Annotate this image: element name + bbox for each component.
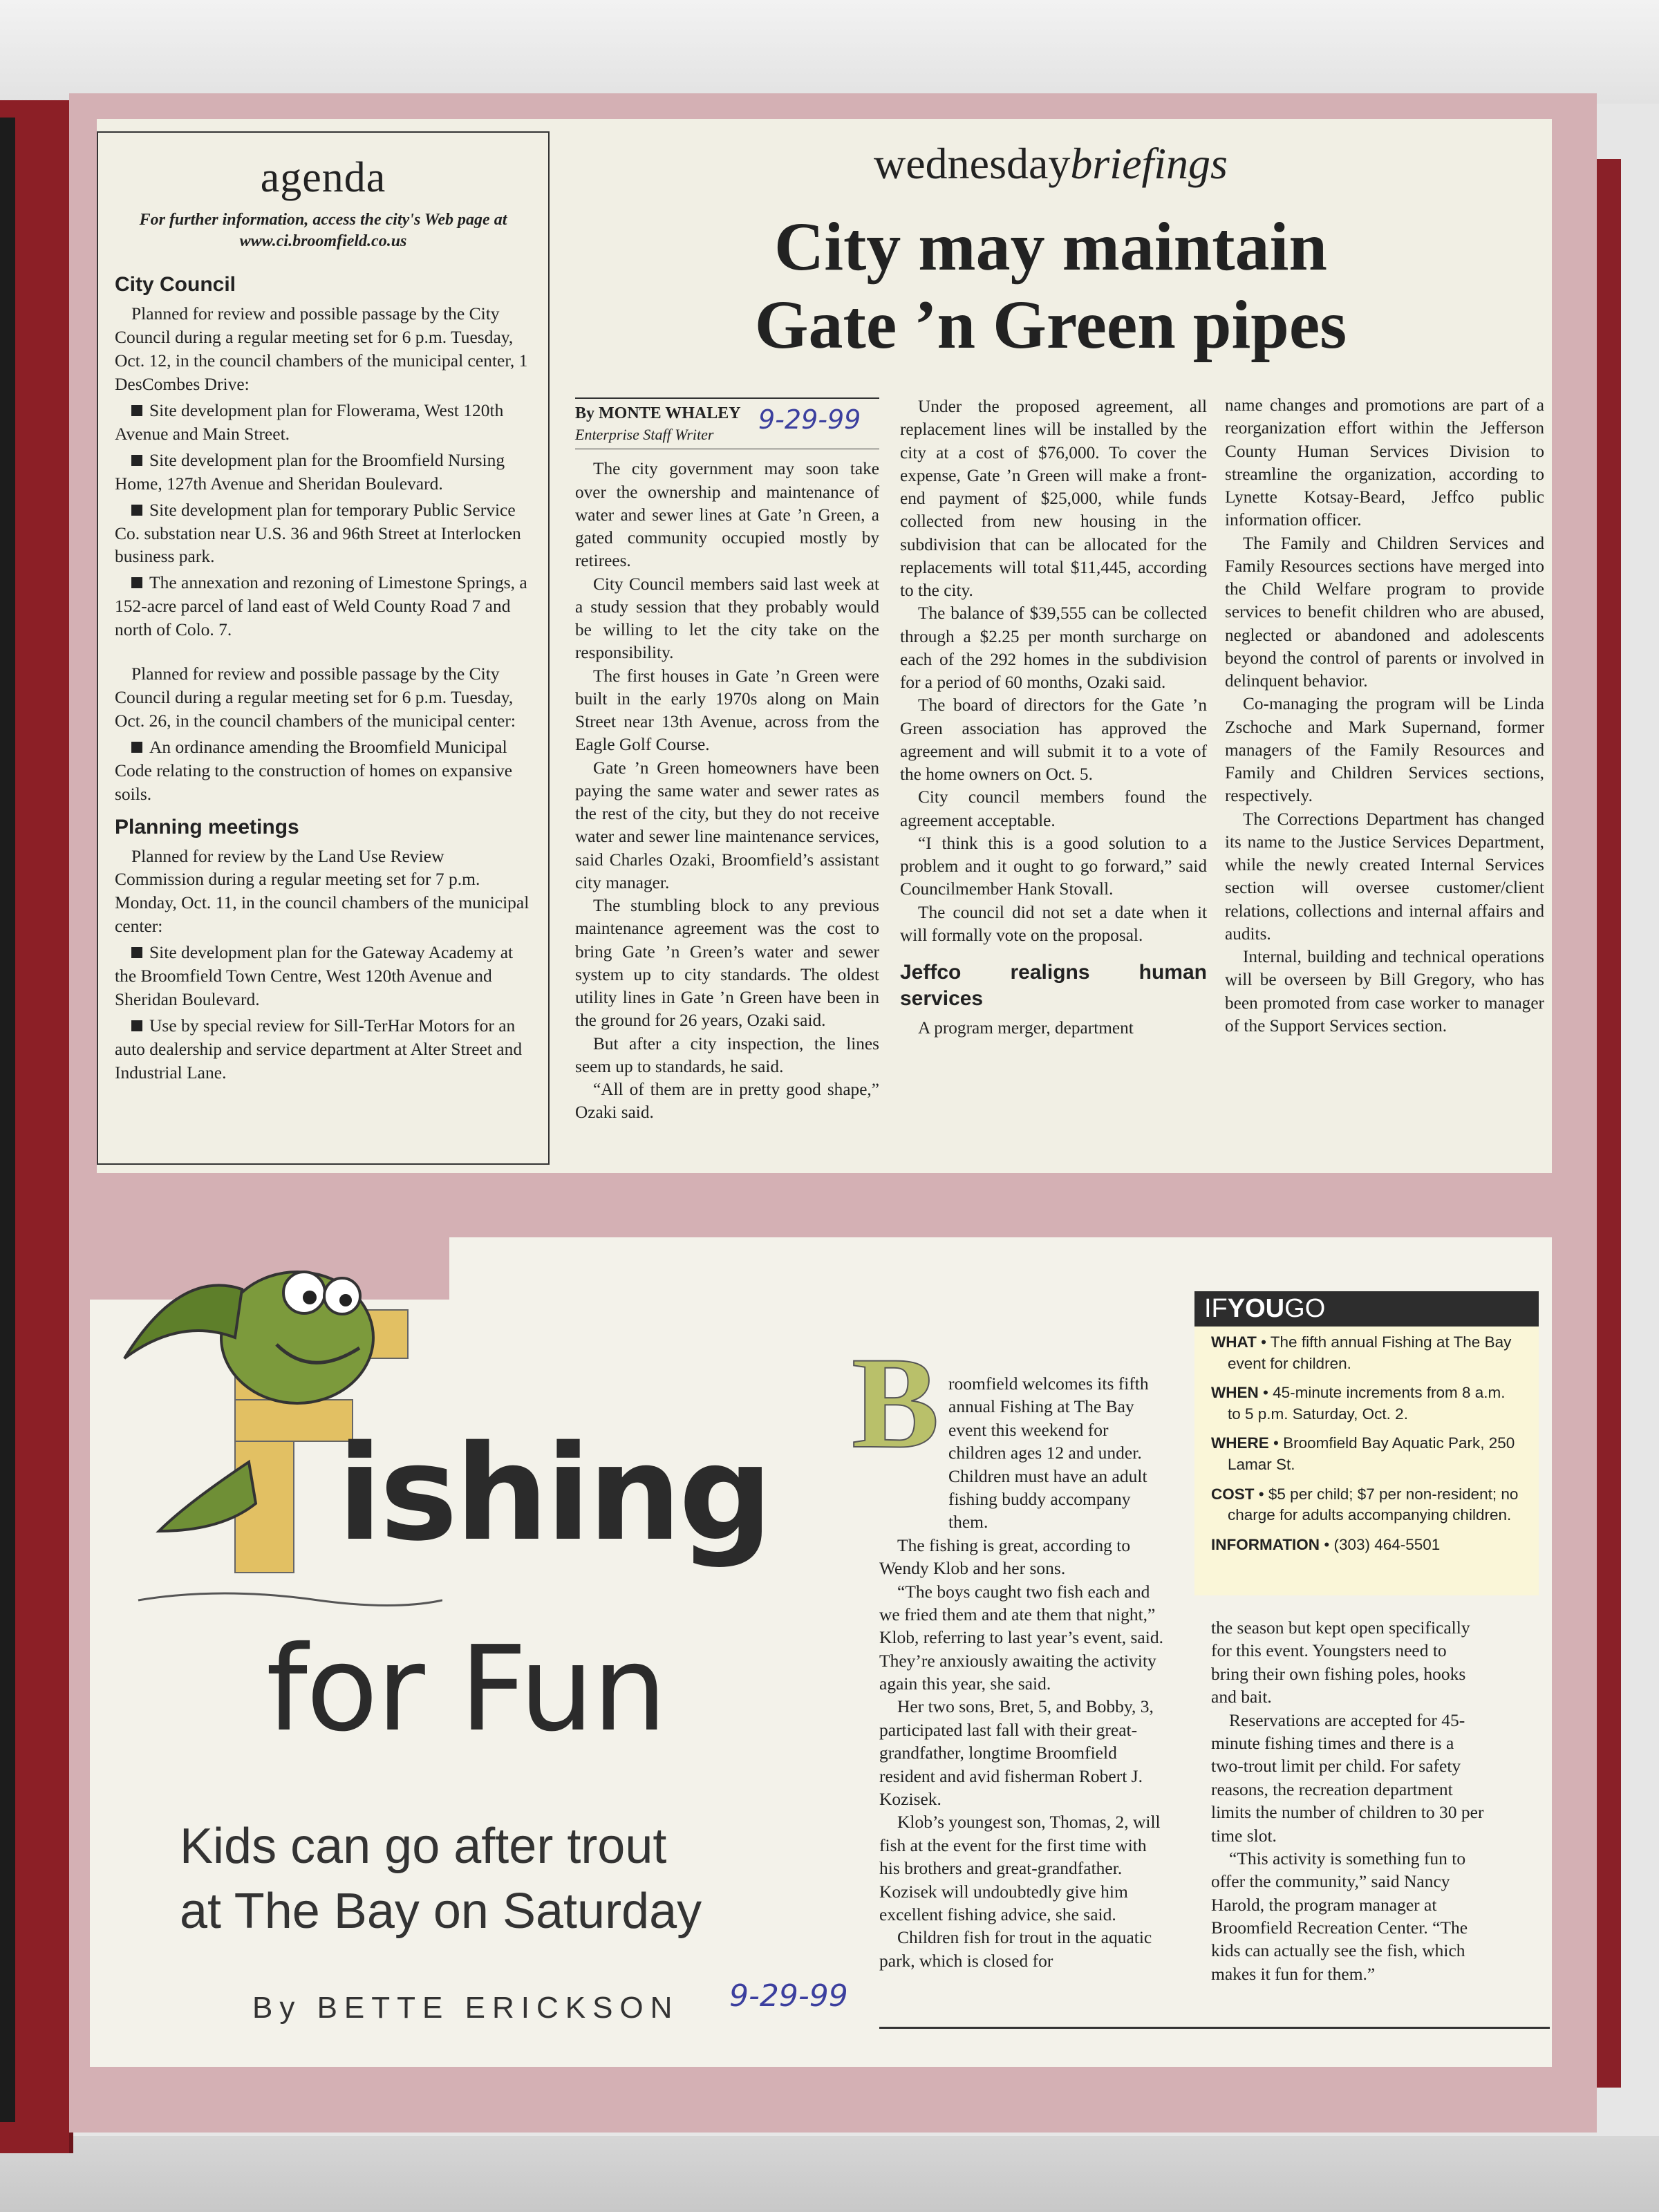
- paragraph: The stumbling block to any previous maintenance agreement was the cost to bring Gate ’n Green’s water and sewer system up to city standards. The oldest utility lines in Gate ’n Green have been in the ground for 26 years, Ozaki said.: [575, 896, 879, 1031]
- paragraph: The board of directors for the Gate ’n Green association has approved the agreement and will submit it to a vote of the home owners on Oct. 5.: [900, 695, 1207, 784]
- bullet-square-icon: [131, 405, 142, 416]
- paragraph: But after a city inspection, the lines seem up to standards, he said.: [575, 1033, 879, 1076]
- paragraph: Co-managing the program will be Linda Zschoche and Mark Supernand, former managers of the Family Resources and Family and Children Services sections, respectively.: [1225, 694, 1544, 806]
- drop-cap: B: [852, 1331, 939, 1476]
- paragraph: The balance of $39,555 can be collected through a $2.25 per month surcharge on each of the 292 homes in the subdivision for a period of 60 months, Ozaki said.: [900, 603, 1207, 692]
- table-surface-top: [0, 0, 1659, 104]
- paragraph: Children fish for trout in the aquatic park, which is closed for: [879, 1927, 1152, 1971]
- paragraph: name changes and promotions are part of a reorganization effort within the Jefferson County Human Services Division to streamline the organization, according to Lynette Kotsay-Beard, Jeffco public information officer.: [1225, 395, 1544, 530]
- agenda-item: Use by special review for Sill-TerHar Motors for an auto dealership and service department at Alter Street and Industrial Lane.: [115, 1015, 523, 1082]
- paragraph: roomfield welcomes its fifth annual Fishing at The Bay event this weekend for children ages 12 and under. Children must have an adult fishing buddy accompany them.: [948, 1374, 1149, 1533]
- if-you-go-header: IFYOUGO: [1194, 1291, 1539, 1327]
- paragraph: “All of them are in pretty good shape,” Ozaki said.: [575, 1080, 879, 1123]
- info-item: WHEN • 45-minute increments from 8 a.m. to 5 p.m. Saturday, Oct. 2.: [1211, 1384, 1506, 1423]
- paragraph: The city government may soon take over the ownership and maintenance of water and sewer lines at Gate ’n Green, a gated community occupied mostly by retirees.: [575, 459, 879, 571]
- paragraph: “This activity is something fun to offer the community,” said Nancy Harold, the program manager at Broomfield Recreation Center. “The kids can actually see the fish, which makes it fun for them.”: [1211, 1848, 1468, 1984]
- byline: By BETTE ERICKSON: [252, 1991, 679, 2025]
- bullet-square-icon: [131, 577, 142, 588]
- paragraph: The Corrections Department has changed its name to the Justice Services Department, while the newly created Internal Services section will oversee customer/client relations, collections and internal affairs and audits.: [1225, 809, 1544, 944]
- fishing-column-1: [879, 1372, 1170, 1972]
- paragraph: The fishing is great, according to Wendy Klob and her sons.: [879, 1535, 1131, 1579]
- subtitle: Kids can go after trout at The Bay on Saturday: [180, 1819, 702, 1939]
- agenda-paragraph: Planned for review and possible passage by the City Council during a regular meeting set for 6 p.m. Tuesday, Oct. 12, in the council chambers of the municipal center, 1 DesCombes Drive:: [115, 303, 528, 395]
- agenda-item: An ordinance amending the Broomfield Municipal Code relating to the construction of homes on expansive soils.: [115, 736, 513, 804]
- paragraph: The council did not set a date when it will formally vote on the proposal.: [900, 902, 1207, 945]
- agenda-paragraph: Planned for review by the Land Use Review Commission during a regular meeting set for 7 p.m. Monday, Oct. 11, in the council chambers of the municipal center:: [115, 845, 529, 937]
- binder-edge: [0, 118, 15, 2122]
- title-ishing: ishing: [337, 1417, 770, 1570]
- paragraph: “I think this is a good solution to a problem and it ought to go forward,” said Councilmember Hank Stovall.: [900, 833, 1207, 899]
- handwritten-date: 9-29-99: [729, 1978, 848, 2014]
- fish-eye-left: [283, 1272, 325, 1313]
- agenda-item: Site development plan for temporary Public Service Co. substation near U.S. 36 and 96th Street at Interlocken business park.: [115, 499, 521, 567]
- agenda-box: [97, 131, 550, 1165]
- article-column-2: [900, 395, 1207, 1040]
- byline: By MONTE WHALEY Enterprise Staff Writer 9-29-99: [575, 397, 879, 449]
- paragraph: “The boys caught two fish each and we fried them and ate them that night,” Klob, referring to last year’s event, said. They’re anxiously awaiting the activity again this year, she said.: [879, 1581, 1163, 1694]
- bullet-square-icon: [131, 947, 142, 958]
- paragraph: Gate ’n Green homeowners have been paying the same water and sewer rates as the rest of the city, but they do not receive water and sewer line maintenance services, said Charles Ozaki, Broomfield’s assistant city manager.: [575, 758, 879, 892]
- paragraph: Klob’s youngest son, Thomas, 2, will fish at the event for the first time with his brothers and great-grandfather. Kozisek will undoubtedly give him excellent fishing advice, she said.: [879, 1812, 1161, 1924]
- letter-f-bar: [235, 1400, 353, 1441]
- agenda-paragraph: Planned for review and possible passage by the City Council during a regular meeting set for 6 p.m. Tuesday, Oct. 26, in the council chambers of the municipal center:: [115, 664, 516, 731]
- bullet-square-icon: [131, 505, 142, 516]
- paragraph: City Council members said last week at a study session that they probably would be willing to let the city take on the responsibility.: [575, 574, 879, 663]
- paragraph: Reservations are accepted for 45-minute fishing times and there is a two-trout limit per child. For safety reasons, the recreation department limits the number of children to 30 per time slot.: [1211, 1709, 1484, 1846]
- info-item: WHAT • The fifth annual Fishing at The Bay event for children.: [1211, 1333, 1512, 1372]
- info-item: COST • $5 per child; $7 per non-resident; no charge for adults accompanying children.: [1211, 1485, 1519, 1524]
- agenda-item: Site development plan for Flowerama, West 120th Avenue and Main Street.: [115, 400, 504, 444]
- article-headline: City may maintain Gate ’n Green pipes: [754, 208, 1347, 363]
- table-surface-bottom: [0, 2136, 1659, 2212]
- info-item: WHERE • Broomfield Bay Aquatic Park, 250 Lamar St.: [1211, 1434, 1515, 1473]
- agenda-item: Site development plan for the Broomfield Nursing Home, 127th Avenue and Sheridan Boulevard.: [115, 449, 505, 494]
- paragraph: Under the proposed agreement, all replacement lines will be installed by the city at a cost of $76,000. To cover the expense, Gate ’n Green will make a front-end payment of $25,000, while funds collected from new housing in the subdivision that can be allocated for the replacements will total $11,445, according to the city.: [900, 397, 1207, 600]
- agenda-title: agenda: [260, 154, 386, 201]
- title-for-fun: for Fun: [266, 1621, 666, 1758]
- agenda-item: Site development plan for the Gateway Academy at the Broomfield Town Centre, West 120th Avenue and Sheridan Boulevard.: [115, 942, 514, 1009]
- paragraph: Her two sons, Bret, 5, and Bobby, 3, participated last fall with their great-grandfather, longtime Broomfield resident and avid fisherman Robert J. Kozisek.: [879, 1696, 1154, 1810]
- if-you-go-box: [1194, 1291, 1539, 1595]
- info-item: INFORMATION • (303) 464-5501: [1211, 1535, 1441, 1553]
- planning-meetings-heading: Planning meetings: [115, 815, 299, 838]
- bullet-square-icon: [131, 455, 142, 466]
- paragraph: The Family and Children Services and Family Resources sections have merged into the Child Welfare program to provide services to benefit children who are abused, neglected or abandoned and adolescents beyond the control of parents or involved in delinquent behavior.: [1225, 533, 1544, 691]
- handwritten-date: 9-29-99: [758, 404, 861, 435]
- agenda-item: The annexation and rezoning of Limestone Springs, a 152-acre parcel of land east of Weld County Road 7 and north of Colo. 7.: [115, 572, 527, 640]
- paragraph: the season but kept open specifically for this event. Youngsters need to bring their own fishing poles, hooks and bait.: [1211, 1618, 1470, 1707]
- bottom-rule: [879, 2027, 1550, 2029]
- article-column-1: [575, 397, 879, 1125]
- city-council-heading: City Council: [115, 273, 236, 297]
- agenda-note: For further information, access the city's Web page at www.ci.broomfield.co.us: [139, 211, 507, 251]
- paragraph: City council members found the agreement acceptable.: [900, 787, 1207, 830]
- fishing-column-2: [1211, 1616, 1488, 1985]
- paragraph: The first houses in Gate ’n Green were built in the early 1970s along on Main Street near 13th Avenue, across from the Eagle Golf Course.: [575, 666, 879, 755]
- paragraph: Internal, building and technical operations will be overseen by Bill Gregory, who has been promoted from case worker to manager of the Support Services section.: [1225, 947, 1544, 1035]
- section-kicker: wednesdaybriefings: [874, 139, 1228, 188]
- water-line: [138, 1593, 442, 1606]
- bullet-square-icon: [131, 742, 142, 753]
- subheading: Jeffco realigns human services: [900, 961, 1207, 1010]
- bullet-square-icon: [131, 1020, 142, 1031]
- paragraph: A program merger, department: [918, 1018, 1134, 1038]
- article-column-3: [1225, 394, 1544, 1038]
